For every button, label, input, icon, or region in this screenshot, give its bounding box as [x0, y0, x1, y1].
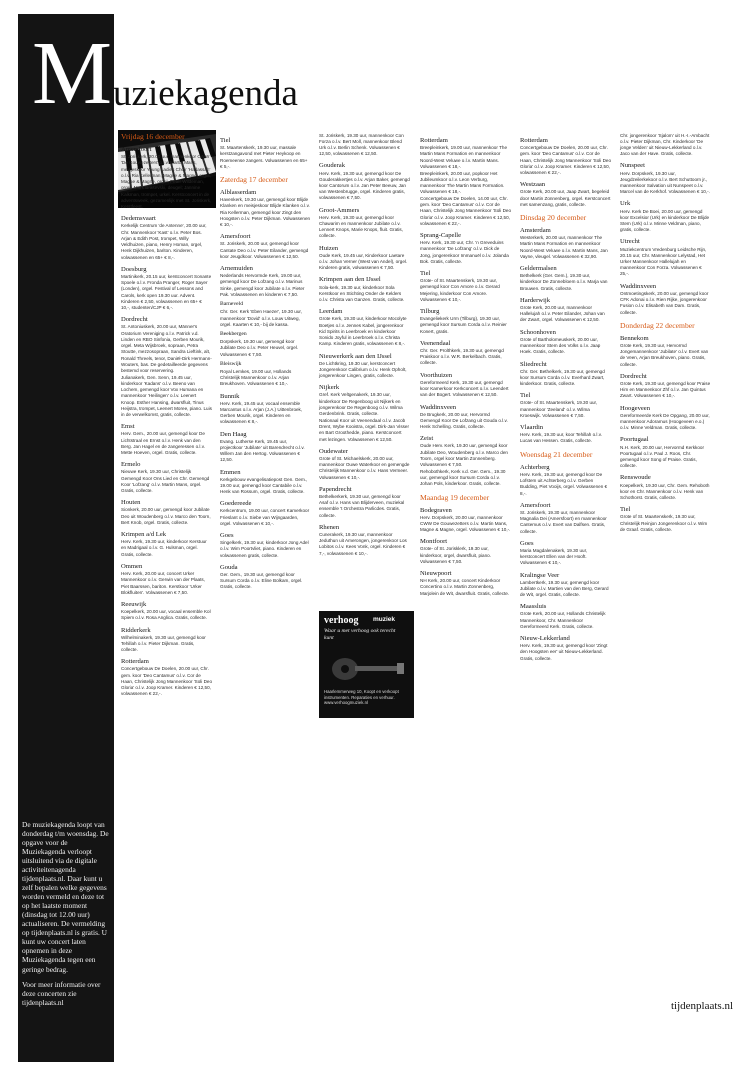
agenda-city-heading: Rotterdam — [420, 137, 448, 144]
agenda-event-text: Nieuwe Kerk, 19.30 uur, Christelijk Gemengd Koor Ons Lied en Chr. Gemengd Koor 'Lofzang' o.l.v. Martin Mans, orgel. Gratis, collecte. — [121, 469, 210, 494]
agenda-event-text: Gereformeerde Kerk De Opgang, 20.00 uur, mannenkoor Adoramus (Hoogeveen e.o.) o.l.v. Minne Veldman. Gratis, collecte. — [620, 412, 710, 431]
page-title-initial: M — [32, 24, 111, 123]
agenda-city-heading: Tiel — [620, 506, 631, 514]
ad-brand: verhoog — [324, 615, 359, 626]
agenda-event-text: Herv. Kerk, 19.30 uur, gemengd koor Chawarim en mannenkoor Jubilate o.l.v. Lennert Knops, Marie Knops, fluit. Gratis, collecte. — [319, 214, 404, 239]
agenda-date-heading: Donderdag 22 december — [620, 320, 695, 330]
agenda-subheading: Barneveld — [220, 301, 243, 308]
agenda-city-heading: Groot-Ammers — [319, 206, 360, 214]
agenda-event-text: Koepelkerk, 20.00 uur, vocaal ensemble Kol Spiem o.l.v. Rosa Anglica. Gratis, collecte. — [121, 609, 211, 621]
ad-body: Haarlemmerweg 10, Koopt en verkoopt instrumenten. Reparaties en verhuur. www.verhoogmuziek.nl — [324, 689, 399, 706]
agenda-event-text: Herv. Kerk, 19.45 uur, vocaal ensemble Marcantus o.l.v. Arjan (J.A.) Uittenbroek, Gerben Mourik, orgel. Kinderen en volwassenen € 8,-. — [220, 400, 303, 425]
ad-tag: muziek — [373, 616, 396, 623]
agenda-city-heading: Geldermalsen — [520, 265, 557, 273]
agenda-city-heading: Goes — [220, 532, 234, 540]
agenda-city-heading: Den Haag — [220, 430, 247, 438]
agenda-event-text: Grote of Bartholomeuskerk, 20.00 uur, mannenkoor Stem des Volks o.l.v. Jaap Hoek. Gratis, collecte. — [520, 336, 601, 355]
footer-brand[interactable]: tijdenplaats.nl — [670, 1000, 733, 1012]
agenda-event-text: St. Joriskerk, 20.00 uur, mannenkoor CWW 'De Gouwezetters' o.l.v. Martin Mans, meisjeskoor Young Ladies Choir 'Hadassah' o.l.v. Ria Kellerman, Magne & Magne, orgel, Magne & Magne, orgel, Peter Wildeman, orgel, Mark Brasevski, deugel; Jannine Kalkman, trompet, urkel. Kerstconcert in de adventsweek, gezamenlijk met St. Joriskerk, Kerstfeest. — [121, 154, 212, 210]
agenda-columns — [121, 132, 721, 1032]
agenda-event-text: Grote Kerk, 19.30 uur, kinderkoor Mocolyte Boetjes o.l.v. Jennes Kabel, jongerenkoor Kid Spirits in Leerbroek en kinderkoor Sonido Joyful in Leerbroek o.l.v. Christa Kamp. Kinderen gratis, volwassenen € 8,-. — [319, 316, 407, 347]
agenda-city-heading: Rotterdam — [121, 658, 149, 666]
page-title-rest: uziekagenda — [113, 73, 298, 114]
agenda-event-text: Concertgebouw De Doelen, 20.00 uur, Chr. gem. koor 'Deo Cantamus' o.l.v. Cor de Haan, Christelijk Jong Mannenkoor 'Soli Deo Gloria' o.l.v. Joop Kramer. Kinderen € 12,50, volwassenen € 22,-. — [520, 145, 612, 176]
guitar-icon — [327, 645, 405, 685]
agenda-event-text: Sionkerk, 20.00 uur, gemengd koor Jubilate Deo uit Woudenberg o.l.v. Marco den Toorn, Bert Knob, orgel. Gratis, collecte. — [121, 507, 211, 525]
agenda-city-heading: Oudewater — [319, 447, 348, 455]
agenda-city-heading: Waddinxveen — [420, 403, 457, 411]
agenda-city-heading: Amsterdam — [520, 227, 551, 235]
agenda-city-heading: Montfoort — [420, 538, 448, 546]
page-title — [32, 24, 298, 123]
agenda-event-text: St. Maartenskerk, 19.30 uur, massale kerstzangavond met Pieter Heykoop en Roemeense zangers. Volwassenen en 65+ € 5,-. — [220, 145, 308, 169]
agenda-city-heading: Goes — [520, 539, 534, 547]
agenda-city-heading: Krimpen aan den IJssel — [319, 276, 381, 284]
agenda-city-heading: Houten — [121, 499, 141, 507]
agenda-city-heading: Emmen — [220, 468, 241, 476]
agenda-event-text: Bethelkerkerk, 19.30 uur, gemengd koor Asaf o.l.v. Hans van Blijderveen, muziekal ensemble 't Orchestra Parlicdes. Gratis, collecte. — [319, 493, 405, 518]
agenda-city-heading: Dordrecht — [121, 316, 148, 324]
agenda-event-text: Rehobothkerk, Kerk v.d. Ger. Gem., 19.30 uur, gemengd koor Sursum Corda o.l.v. Johan Pols, kinderkoor. Gratis, collecte. — [420, 468, 506, 487]
agenda-event-text: De Brugkerk, 20.00 uur, Hervormd Gemengd Koor De Lofzang uit Gouda o.l.v. Henk Schelling. Gratis, collecte. — [420, 411, 508, 430]
agenda-city-heading: Renswoude — [620, 474, 651, 482]
agenda-event-text: Martinikerk, 20.15 uur, kerstconcert Sonante Spoele o.l.v. Fronda Pranger, Roger Sayer (Londen), orgel. Festival of Lessons and Carols, kerk open 19.30 uur. Advent. Kinderen € 2,50, volwassenen en 65+ € 10,-, studenten/CJP € 6,-. — [121, 273, 212, 311]
agenda-event-text: Grote Kerk, 20.00 uur, mannenkoor Hallelujah o.l.v. Peter Eilander, Johan van der Zwart, orgel. Volwassenen € 12,50. — [520, 305, 605, 323]
agenda-event-text: Gereformeerd Kerk, 19.30 uur, gemengd koor Kamerkoor Kerkconcert o.l.v. Leendert van der Bogert. Volwassenen € 12,50. — [420, 379, 509, 398]
agenda-column-1 — [121, 132, 212, 698]
agenda-city-heading: Vlaardin — [520, 424, 544, 432]
agenda-event-text: Grote- of St. Maartenskerk, 19.30 uur, mannenkoor 'Zeeland' o.l.v. Wilma Kroeswijk. Volwassenen € 7,50. — [520, 400, 598, 418]
agenda-event-text: Evang. Lutherse Kerk, 19.45 uur, projectkoor 'Jubilate' uit Barendrecht o.l.v. Willem Jan den Hertog. Volwassenen € 12,50. — [220, 438, 305, 463]
agenda-city-heading: Papendrecht — [319, 485, 352, 493]
agenda-city-heading: Krimpen a/d Lek — [121, 531, 167, 539]
agenda-event-text: Herv. Kerk, 19.30 uur, koor Tehillah o.l.v. Lucas van Hessen. Gratis, collecte. — [520, 432, 602, 444]
agenda-event-text: Bethelkerk (Ger. Gem.), 19.30 uur, kinderkoor De Zonnebloem o.l.v. Marja van Brouwen. Gratis, collecte. — [520, 273, 608, 291]
agenda-city-heading: Waddinxveen — [620, 282, 657, 290]
agenda-city-heading: Nijkerk — [319, 384, 340, 392]
agenda-event-text: Grote of St. Michaelskerk, 20.00 uur, mannenkoor Ouwe Waterkoor en gemengde Christelijk Mannenkoor o.l.v. Hans Vermeer. Volwassenen € 10,-. — [319, 455, 410, 480]
agenda-city-heading: Nieuwpoort — [420, 570, 452, 578]
agenda-event-text: Herv. Kerk, 19.30 uur, gemengd koor 'Zingt den Hoogsten eer' uit Nieuw-Lekkerland. Gratis, collecte. — [520, 643, 608, 661]
agenda-city-heading: Harderwijk — [520, 296, 551, 304]
agenda-date-heading: Maandag 19 december — [420, 492, 490, 502]
agenda-event-text: Singelkerk, 19.30 uur, kinderkoor Jong Adel o.l.v. Wim Poortvliet, piano. Kinderen en volwassenen gratis, collecte. — [220, 540, 309, 558]
agenda-event-text: Nationaal Koor uit Veenendaal o.l.v. Jacob Drent, Wybe Kooistra, orgel. Dirk-Jan Visser en Bart Groothedde, piano. Kerstconcert met lezingen. Volwassenen € 12,50. — [319, 417, 409, 442]
agenda-event-text: Koepelkerk, 19.30 uur, Chr. Gem. Rehoboth koor en Chr. Mannenkoor o.l.v. Henk van Schothorst. Gratis, collecte. — [620, 482, 710, 500]
agenda-city-heading: Tiel — [520, 392, 531, 400]
agenda-event-text: Herv. Kerk, 19.30 uur, kinderkoor Kerstuur en Madrigaal o.l.v. G. Hulsman, orgel. Gratis, collecte. — [121, 539, 207, 557]
agenda-event-text: Chr. Ger. Kerk 'Eben Haezer', 19.30 uur, mannenkoor 'Dovid' o.l.v. Louw Uitweg, orgel. Kaarten € 10,- bij de kassa. — [220, 309, 302, 327]
sidebar-panel — [18, 14, 114, 1062]
agenda-city-heading: Amersfoort — [121, 146, 152, 154]
sidebar-note-submission: De muziekagenda loopt van donderdag t/m woensdag. De opgave voor de Muziekagenda verloopt uitsluitend via de digitale activiteitenagenda tijdenplaats.nl. Daar kunt u zelf bepalen welke gegevens worden vermeld en deze tot op het laatste moment (dinsdag tot 12.00 uur) actualiseren. De vermelding op tijdenplaats.nl is gratis. U kunt uw concert laten opnemen in deze Muziekagenda tegen een geringe bedrag. — [22, 820, 109, 974]
agenda-city-heading: Gouderak — [319, 162, 345, 170]
agenda-event-text: Kerkcentrum, 19.00 uur, concert Kamerkoor Frieslant o.l.v. Siebe van Wijngaarden, orgel. Volwassenen € 10,-. — [220, 508, 310, 526]
agenda-city-heading: Bunnik — [220, 392, 240, 400]
agenda-event-text: De Lichtkring, 19.30 uur, kerstconcert Jongerenkoor Calibrium o.l.v. Henk Opholt, jongerenkoor Lingen, gratis, collecte. — [319, 360, 407, 379]
agenda-event-text: Breepleinkerk, 20.00 uur, popkoor Het Jubileumkoor o.l.v. Leon Verburg, mannenkoor The Martin Mans Formation. Volwassenen € 18,-. — [420, 170, 505, 195]
agenda-subheading: Bleiswijk — [220, 360, 242, 367]
agenda-city-heading: Utrecht — [620, 238, 640, 246]
agenda-event-text: Havenkerk, 19.30 uur, gemengd koor Blijde Klanken en meisjeskoor Blijde Klanken o.l.v. Ria Kellerman, gemengd koor Zingt den Hoogsten o.l.v. Peter Dijkman. Volwassenen € 10,-. — [220, 197, 311, 228]
agenda-subheading: Beekbergen — [220, 330, 247, 337]
agenda-event-text: Herv. Kerk De Boei, 20.00 uur, gemengd koor Excelsior (Urk) en kinderkoor De Blijde Stem (Urk) o.l.v. Minne Veldman, piano, gratis, collecte. — [620, 208, 710, 233]
agenda-event-text: Sola-kerk, 19.30 uur, kinderkoor Sola Kerstkoor en Stichting Onder de Kelders o.l.v. Christa van Ganzen. Gratis, collecte. — [319, 284, 405, 303]
agenda-city-heading: Achterberg — [520, 463, 550, 471]
agenda-event-text: St. Joriskerk, 19.30 uur, mannenkoor Con Forza o.l.v. Bert Moll, mannenkoor Blend Urk o.l.v. Berlin Schenk. Volwassenen € 12,50, volwassenen € 12,50. — [319, 132, 404, 157]
agenda-event-text: Grote Kerk, 19.30 uur, gemengd koor Praise Him en Mannenkoor Zhf o.l.v. Jan Quintus Zwart. Volwassenen € 10,-. — [620, 380, 711, 399]
agenda-event-text: Chr. jongerenkoor 'Sjalom' uit H.-I.-Ambacht o.l.v. Pieter Dijkman, Chr. Kinderkoor 'De jonge Velden' uit Nieuw-Lekkerland o.l.v. Jaco van der Have. Gratis, collecte. — [620, 132, 710, 157]
agenda-city-heading: Gouda — [220, 563, 238, 571]
agenda-event-text: Herv. Dorpskerk, 19.30 uur, Jeugdzeilerkekoor o.l.v. Bert Schuttoorn jr., mannenkoor Salvation uit Nunspeet o.l.v. Marcel van de Kerkhof. Volwassenen € 10,-. — [620, 170, 710, 195]
agenda-city-heading: Voorthuizen — [420, 371, 453, 379]
agenda-event-text: Nederlands Hervormde Kerk, 19.00 uur, gemengd koor De Lofzang o.l.v. Marinus Sinke, gemengd koor Jubilate o.l.v. Pieter Pak. Volwassenen en kinderen € 7,50. — [220, 273, 305, 297]
agenda-event-text: Julianakerk, Gen. Senn, 19.45 uur, kinderkoor 'Kadans' o.l.v. Beeno van Lochem, gemengd koor Vox Humana en mannenkoor 'Heilingen' o.l.v. Leenert Knoop. Esther Hansing, dwarsfluit, Tinus Heijstra, trompet, Leenert Moree, piano. Luis in de verwelkomst, gratis, collecte. — [121, 374, 212, 418]
agenda-city-heading: Sliedrecht — [520, 360, 547, 368]
agenda-event-text: Kerkelijk Centrum 'de Antenne', 20.00 uur, Chr. Mannenkoor 'Kast' o.l.v. Peter Bos. Arjan & Edith Post, trompet, Willy Veldhuizen, piano, Henry Homan, orgel, Henk Dijkhuizen, bariton. Kinderen, volwassenen en 65+ € 8,-. — [121, 223, 207, 260]
agenda-event-text: Wilhelminakerk, 19.30 uur, gemengd koor Tehillah o.l.v. Pieter Dijkman. Gratis, collecte. — [121, 634, 206, 653]
agenda-event-text: N.H. Kerk, 20.00 uur, Hervormd Kerkkoor Poortugaal o.l.v. Paul J. Roos, Chr. gemengd koor Song of Praise. Gratis, collecte. — [620, 444, 704, 469]
agenda-event-text: Herv. Dorpskerk, 20.00 uur, mannenkoor CWW De Gouwezetters o.l.v. Martin Mans, Magne & Magne, orgel. Volwassenen € 10,-. — [420, 514, 511, 533]
agenda-event-text: Kerkgebouw evangelisatiepost Gen. Gem., 19.00 uur, gemengd koor Cantabile o.l.v. Henk van Rossum, orgel. Gratis, collecte. — [220, 476, 308, 495]
agenda-event-text: Chr. Ger. Prolthkerk, 19.30 uur, gemengd Praiskoor o.l.v. W.R. Berkelbach. Gratis, collecte. — [420, 348, 504, 366]
ad-slogan: Waar u met verhoog ook terecht kunt — [324, 628, 396, 641]
agenda-city-heading: Amersfoort — [520, 501, 551, 509]
agenda-city-heading: Maassluis — [520, 603, 547, 611]
agenda-city-heading: Tiel — [420, 270, 431, 278]
agenda-event-text: Chr. Ger. Bethelkerk, 19.30 uur, gemengd koor Sursum Corda o.l.v. Everhard Zwart, kinderkoor. Gratis, collecte. — [520, 368, 605, 387]
agenda-city-heading: Nieuw-Lekkerland — [520, 635, 570, 643]
agenda-city-heading: Arnemuiden — [220, 265, 253, 273]
agenda-event-text: Westerkerk, 20.00 uur, mannenkoor The Martin Mans Formation en mannenkoor Noord-West Veluwe o.l.v. Martin Mans, Jan Vayne, vleugel. Volwassenen € 32,90. — [520, 235, 608, 259]
agenda-event-text: Grote Kerk, 20.00 uur, Hollands Christelijk Mannenkoor, Chr. Mannenkoor Gereformeerd Kerk. Gratis, collecte. — [520, 611, 606, 629]
sidebar-note — [22, 820, 110, 1013]
agenda-city-heading: Huizen — [319, 244, 339, 252]
agenda-city-heading: Rhenen — [319, 523, 340, 531]
agenda-city-heading: Bennekom — [620, 334, 649, 342]
agenda-event-text: Breepleinkerk, 19.00 uur, mannenkoor The Martin Mans Formation en mannenkoor Noord-West Veluwe o.l.v. Martin Mans. Volwassenen € 18,-. — [420, 145, 507, 169]
agenda-event-text: St. Antoniuskerk, 20.00 uur, Männer's Oratorium Vereniging o.l.v. Patrick v.d. Linden en RBO Sinfonia, Gerben Mourik, orgel. Meta Wijsbroek, sopraan, Petra Stoutte, mezzosopraan, Sandra Lieftink, alt, Ronald Threels, tenor, Daniël-Dirk Hermann-Wouters, bas. De gedetailleerde gegevens bestemd voor reservering. — [121, 324, 212, 373]
agenda-city-heading: Bodegraven — [420, 506, 452, 514]
agenda-event-text: Grote Kerk, 20.00 uur, Jaap Zwart, begeleid door Martin Zonnenberg, orgel. Kerstconcert met samenzang, gratis, collecte. — [520, 189, 611, 207]
agenda-date-heading: Vrijdag 16 december — [121, 132, 185, 141]
agenda-event-text: Oude Herv. Kerk, 19.30 uur, gemengd koor Jubilate Deo, Woudenberg o.l.v. Marco den Toorn, orgel koor Martin Zonnenberg. Volwassenen € 7,50. — [420, 443, 508, 468]
agenda-city-heading: Emst — [121, 423, 135, 431]
agenda-city-heading: Goedereede — [220, 500, 252, 508]
agenda-event-text: Oude Kerk, 19.45 uur, Kinderkoor Laetare o.l.v. Johan Verner (West van Andel), orgel. Kinderen gratis, volwassenen € 7,50. — [319, 252, 408, 271]
agenda-city-heading: Reeuwijk — [121, 600, 147, 608]
agenda-city-heading: Alblasserdam — [220, 189, 257, 197]
agenda-city-heading: Urk — [620, 200, 631, 208]
agenda-event-text: NH Kerk, 20.00 uur, concert Kinderkoor Concertino o.l.v. Martin Zonnenberg, Marjolein de Wit, dwarsfluit. Gratis, collecte. — [420, 578, 510, 596]
agenda-city-heading: Doesburg — [121, 265, 147, 273]
agenda-column-5 — [520, 132, 611, 662]
agenda-date-heading: Woensdag 21 december — [520, 449, 593, 459]
agenda-city-heading: Ridderkerk — [121, 626, 151, 634]
agenda-event-text: Muziekcentrum Vredenburg Leidsche Rijn, 20.15 uur, Chr. Mannenkoor Lelystad, Het Urker Mannenkoor Hallelujah en mannenkoor Con Forza. Volwassenen € 25,-. — [620, 246, 707, 277]
agenda-event-text: Herv. Kerk, 19.30 uur, gemengd koor De Lofstem uit Achterberg o.l.v. Gerben Budding, Piet Vooijs, orgel. Volwassenen € 8,-. — [520, 471, 608, 496]
agenda-city-heading: Nieuwerkerk aan den IJssel — [319, 352, 392, 360]
advertisement-box — [319, 611, 414, 718]
agenda-city-heading: Westzaan — [520, 181, 546, 189]
agenda-city-heading: Ermelo — [121, 461, 141, 469]
agenda-city-heading: Veenendaal — [420, 339, 451, 347]
agenda-city-heading: Amersfoort — [220, 233, 251, 241]
agenda-event-text: Grote- of St. Maartenskerk, 19.30 uur, gemengd koor Con Amore o.l.v. Gerard Mejering, kinderkoor Con Amore. Volwassenen € 10,-. — [420, 278, 500, 302]
agenda-city-heading: Dedemsvaart — [121, 215, 156, 223]
agenda-event-text: Ontmoetingskerk, 20.00 uur, gemengd koor CFK Adonai o.l.v. Rien Rijke, jongerenkoor Fusion o.l.v. Elisabeth van Dam. Gratis, collecte. — [620, 290, 709, 315]
agenda-event-text: Cunerakerk, 19.30 uur, mannenkoor Jeduthun uit Amerongen, jongerenkoor Los Lobitos o.l.v. Kees Vonk, orgel. Kinderen € 7,-, volwassenen € 10,-. — [319, 531, 407, 556]
agenda-event-text: Concertgebouw De Doelen, 14.00 uur, Chr. gem. koor 'Deo Cantamus' o.l.v. Cor de Haan, Christelijk Jong Mannenkoor 'Soli Deo Gloria' o.l.v. Joop Kramer. Kinderen € 12,50, volwassenen € 22,-. — [420, 195, 512, 226]
agenda-city-heading: Hoogeveen — [620, 404, 651, 412]
sidebar-note-more-info: Voor meer informatie over deze concerten zie tijdenplaats.nl — [22, 979, 101, 1007]
agenda-event-text: Herv. Kerk, 19.30 uur, Chr. 'n Greveduins mannenkoor 'De Lofzang' o.l.v. Dick de Jong, jongerenkoor Immanuël o.l.v. Jolanda Bok. Gratis, collecte. — [420, 240, 509, 264]
agenda-date-heading: Zaterdag 17 december — [220, 175, 288, 185]
agenda-event-text: Grote- of St. Jorisklerk, 19.30 uur, kinderkoor, orgel, dwarsfluit, piano. Volwassenen € 7,50. — [420, 546, 491, 564]
agenda-event-text: Herv. Kerk, 20.00 uur, concert Urker Mannenkoor o.l.v. Gerwin van der Plaats, Piet Baarssen, bariton. Kerstkoor 'Urker Blokfluiten'. Volwassenen € 7,50. — [121, 571, 205, 595]
agenda-city-heading: Leerdam — [319, 308, 343, 316]
agenda-column-6 — [620, 132, 711, 533]
agenda-event-text: Lambertkerk, 19.30 uur, gemengd koor Jubilate o.l.v. Martien van den Berg, Gerard de Wit, orgel. Gratis, collecte. — [520, 579, 609, 598]
agenda-event-text: Grote Kerk, 19.30 uur, Hervormd Jongemannenkoor 'Jubilate' o.l.v. Evert van de Veen, Arjan Breukhoven, piano. Gratis, collecte. — [620, 342, 709, 367]
agenda-city-heading: Sprang-Capelle — [420, 232, 462, 240]
agenda-city-heading: Zeist — [420, 435, 434, 443]
agenda-city-heading: Rotterdam — [520, 137, 548, 144]
agenda-event-text: Dorpskerk, 19.30 uur, gemengd koor Jubilate Deo o.l.v. Peter Heuvel, orgel. Volwassenen € 7,50. — [220, 339, 299, 357]
agenda-event-text: Evangeliekerk Urm (Tilburg), 19.30 uur, gemengd koor Sursum Corda o.l.v. Reinier Konert, gratis. — [420, 316, 507, 334]
agenda-date-heading: Dinsdag 20 december — [520, 213, 587, 223]
agenda-event-text: St. Joriskerk, 19.30 uur, mannenkoor Magnalia Dei (Amersfoort) en mannenkoor Cantemus o.l.v. Evert van Dalfsen. Gratis, collecte. — [520, 509, 607, 534]
agenda-city-heading: Dordrecht — [620, 372, 647, 380]
agenda-column-3 — [319, 132, 410, 557]
agenda-event-text: Ger. Gem., 19.30 uur, gemengd koor Sursum Corda o.l.v. Eline Bolkam, orgel. Gratis, collecte. — [220, 572, 303, 590]
agenda-city-heading: Nunspeet — [620, 162, 645, 170]
agenda-event-text: Grote of St. Maartenskerk, 19.30 uur, Christelijk Reinjon Jongerenkoor o.l.v. Wim de Graaf. Gratis, collecte. — [620, 514, 708, 532]
agenda-city-heading: Schoonhoven — [520, 328, 556, 336]
agenda-city-heading: Ommen — [121, 562, 143, 570]
agenda-event-text: Herv. Gem., 20.00 uur, gemengd koor De Lichtstraal en Ernst o.l.v. Henk van den Berg. Jan Hagel en de zangeressen o.l.v. Mette Hoeven, orgel. Gratis, collecte. — [121, 431, 205, 456]
agenda-event-text: St. Joriskerk, 20.00 uur, gemengd koor Cantate Deo o.l.v. Peter Eilander, gemengd koor Jeugdkoor. Volwassenen € 12,50. — [220, 241, 309, 259]
agenda-event-text: Concertgebouw De Doelen, 20.00 uur, Chr. gem. koor 'Deo Cantamus' o.l.v. Cor de Haan, Christelijk Jong Mannenkoor 'Soli Deo Gloria' o.l.v. Joop Kramer. Kinderen € 12,50, volwassenen € 22,-. — [121, 666, 213, 697]
agenda-city-heading: Poortugaal — [620, 436, 649, 444]
agenda-event-text: Maria Magdalenakerk, 19.30 uur, kerstconcert Ellen van der Hooft. Volwassenen € 10,-. — [520, 547, 588, 566]
agenda-event-text: Herv. Kerk, 19.30 uur, gemengd koor De Gouderakkertjes o.l.v. Arjan Baker, gemengd koor Cantorum o.l.v. Jan Peter Beeuw, Jan van Westenbrugge, orgel. Kinderen gratis, volwassenen € 7,50. — [319, 170, 410, 201]
agenda-column-2 — [220, 132, 311, 591]
agenda-column-4 — [420, 132, 511, 597]
agenda-city-heading: Kralingse Veer — [520, 571, 560, 579]
agenda-city-heading: Tilburg — [420, 308, 440, 316]
agenda-city-heading: Tiel — [220, 137, 231, 144]
agenda-event-text: Gref. Kerk Veltgenakerk, 19.30 uur, kinderkoor De Regenboog uit Nijkerk en jongerenkoor De Regenboog o.l.v. Wilma Gerdenbrink. Gratis, collecte. — [319, 392, 403, 417]
agenda-event-text: Royal Lemkes, 19.00 uur, Hollands Christelijk Mannenkoor o.l.v. Arjan Breukhoven. Volwassenen € 10,-. — [220, 368, 292, 387]
